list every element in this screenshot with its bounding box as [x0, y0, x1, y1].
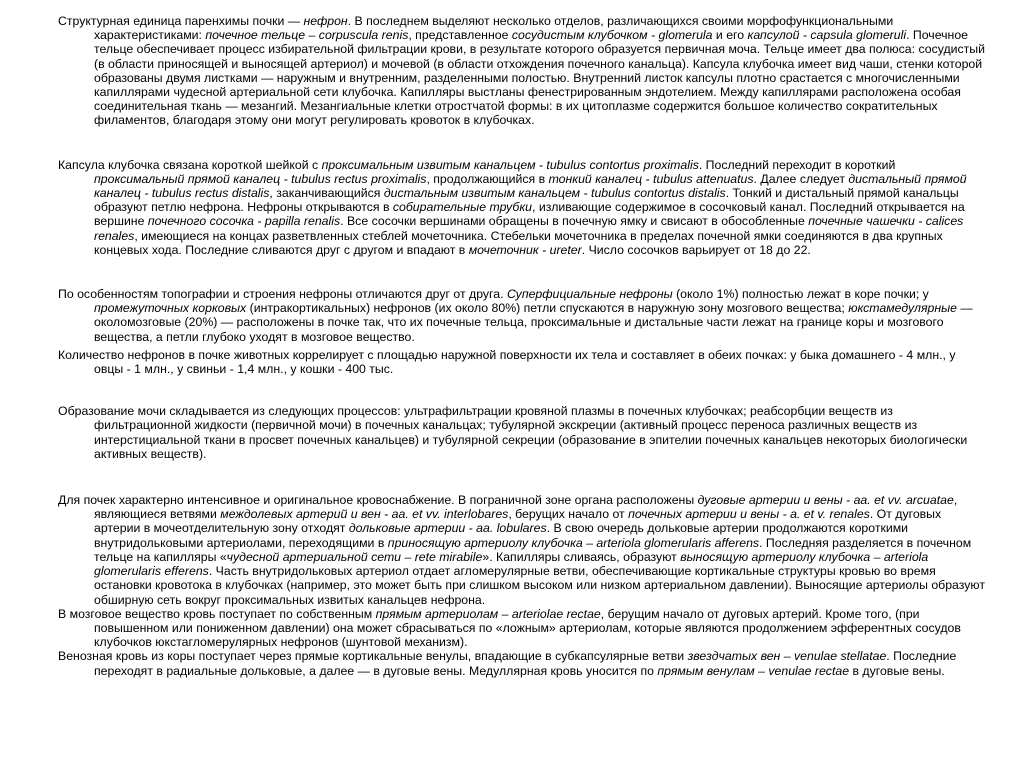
term-italic: междолевых артерий и вен - aa. et vv. interlobares: [220, 507, 509, 522]
paragraph-nephron-types: [58, 287, 986, 344]
text-run: и его: [712, 28, 748, 43]
paragraph-medulla-supply: [58, 607, 986, 650]
paragraph-blood-supply: [58, 493, 986, 607]
text-run: . Последние переходят в радиальные дольковые, а далее — в дуговые вены. Медуллярная кровь уносится по: [94, 649, 957, 678]
text-run: , имеющиеся на концах разветвленных стеблей мочеточника. Стебельки мочеточника в пределах почечной ямки соединяются в два крупных концевых хода. Последние сливаются друг с другом и впадают в: [94, 228, 943, 257]
text-run: ». Капилляры сливаясь, образуют: [482, 549, 681, 564]
term-italic: звездчатых вен – venulae stellatae: [687, 649, 887, 664]
text-run: Структурная единица паренхимы почки —: [58, 14, 304, 28]
term-italic: нефрон: [303, 14, 348, 28]
term-italic: почечные чашечки - calices renales: [94, 214, 964, 243]
text-run: , берущим начало от дуговых артерий. Кроме того, (при повышенном или пониженном давлении) она может сбрасываться по «ложным» артериолам, которые являются продолжением эфферентных сосудов клубочков юкстагломерулярных нефронов (шунтовой механизм).: [94, 606, 961, 650]
text-run: Количество нефронов в почке животных коррелирует с площадью наружной поверхности их тела и составляет в обеих почках: у быка домашнего - 4 млн., у овцы - 1 млн., у свиньи - 1,4 млн., у кошки - 400 тыс.: [58, 347, 956, 377]
term-italic: тонкий каналец - tubulus attenuatus: [548, 171, 754, 186]
text-run: . Число сосочков варьирует от 18 до 22.: [581, 242, 811, 257]
text-run: Венозная кровь из коры поступает через прямые кортикальные венулы, впадающие в субкапсулярные ветви: [58, 649, 688, 664]
term-italic: почечного сосочка - papilla renalis: [147, 214, 341, 229]
term-italic: промежуточных корковых: [94, 301, 247, 316]
term-italic: проксимальным извитым канальцем - tubulus contortus proximalis: [321, 157, 699, 172]
term-italic: дольковые артерии - aa. lobulares: [348, 521, 547, 536]
text-run: (около 1%) полностью лежат в коре почки; у: [672, 287, 929, 302]
term-italic: мочеточник - ureter: [468, 242, 582, 257]
text-run: . Почечное тельце обеспечивает процесс избирательной фильтрации крови, в результате которого образуется первичная моча. Тельце имеет два полюса: сосудистый (в области приносящей и выносящей артериол) и мочевой (в области отхождения почечного канальца). Капсула клубочка имеет вид чаши, стенки которой образованы двумя листками — наружным и внутренним, разделенными полостью. Внутренний листок капсулы плотно срастается с многочисленными капиллярами чудесной артериальной сети клубочка. Капилляры выстланы фенестрированным эндотелием. Между капиллярами расположена особая соединительная ткань — мезангий. Мезангиальные клетки отростчатой формы: в их цитоплазме содержится большое количество сократительных филаментов, благодаря этому они могут регулировать кровоток в клубочках.: [94, 28, 986, 128]
text-run: Для почек характерно интенсивное и оригинальное кровоснабжение. В пограничной зоне органа расположены: [58, 493, 698, 508]
paragraph-tubules: [58, 158, 986, 257]
text-run: Образование мочи складывается из следующих процессов: ультрафильтрации кровяной плазмы в почечных клубочках; реабсорбции веществ из фильтрационной жидкости (первичной мочи) в почечных канальцах; тубулярной экскреции (активный процесс переноса различных веществ из интерстициальной ткани в просвет почечных канальцев) и тубулярной секреции (образование в эпителии почечных канальцев некоторых биологически активных веществ).: [58, 404, 968, 461]
term-italic: Суперфициальные нефроны: [506, 287, 673, 302]
term-italic: собирательные трубки: [392, 200, 532, 215]
term-italic: приносящую артериолу клубочка – arteriola glomerularis afferens: [387, 535, 760, 550]
term-italic: юкстамедулярные: [848, 301, 958, 316]
term-italic: капсулой - capsula glomeruli: [747, 28, 907, 43]
text-run: Капсула клубочка связана короткой шейкой с: [58, 157, 322, 172]
text-run: в дуговые вены.: [849, 663, 945, 678]
text-run: , представленное: [408, 28, 512, 43]
text-run: , продолжающийся в: [426, 171, 549, 186]
term-italic: дуговые артерии и вены - aa. et vv. arcuatae: [697, 493, 954, 508]
text-run: . Последний переходит в короткий: [698, 157, 896, 172]
text-run: По особенностям топографии и строения нефроны отличаются друг от друга.: [58, 287, 507, 302]
text-run: . Далее следует: [753, 171, 849, 186]
text-run: , берущих начало от: [508, 507, 629, 522]
text-run: . Тонкий и дистальный прямой канальцы образуют петлю нефрона. Нефроны открываются в: [94, 186, 959, 215]
term-italic: дистальным извитым канальцем - tubulus contortus distalis: [383, 186, 726, 201]
term-italic: прямым артериолам – arteriolae rectae: [375, 606, 601, 621]
term-italic: проксимальный прямой каналец - tubulus rectus proximalis: [94, 171, 427, 186]
text-run: В мозговое вещество кровь поступает по собственным: [58, 606, 376, 621]
text-run: . Часть внутридольковых артериол отдает агломерулярные ветви, обеспечивающие кортикальные структуры кровью во время остановки кровотока в клубочках (например, это может быть при слишком высоком или низком артериальном давлении). Выносящие артериолы образуют обширную сеть вокруг проксимальных извитых канальцев нефрона.: [94, 564, 985, 607]
term-italic: сосудистым клубочком - glomerula: [511, 28, 713, 43]
text-run: — околомозговые (20%) — расположены в почке так, что их почечные тельца, проксимальные и дистальные части лежат на границе коры и мозгового вещества, а петли глубоко уходят в мозговое вещество.: [94, 301, 973, 344]
term-italic: прямым венулам – venulae rectae: [657, 663, 850, 678]
text-run: (интракортикальных) нефронов (их около 80%) петли спускаются в наружную зону мозгового вещества;: [246, 301, 849, 316]
paragraph-venous-outflow: [58, 649, 986, 677]
term-italic: выносящую артериолу клубочка – arteriola glomerularis efferens: [94, 549, 929, 579]
term-italic: дистальный прямой каналец - tubulus rectus distalis: [94, 171, 967, 201]
term-italic: почечное тельце – corpuscula renis: [205, 28, 409, 43]
paragraph-urine-formation: [58, 404, 986, 461]
paragraph-nephron-structure: [58, 14, 986, 128]
text-run: , являющиеся ветвями: [94, 493, 958, 522]
document-page: [58, 14, 986, 678]
text-run: . От дуговых артерии в мочеотделительную зону отходят: [94, 507, 942, 536]
text-run: . В свою очередь дольковые артерии продолжаются короткими внутридольковыми артериолами, переходящими в: [94, 521, 909, 550]
text-run: . Последняя разделяется в почечном тельце на капилляры «: [94, 535, 972, 564]
text-run: , заканчивающийся: [269, 186, 384, 201]
text-run: . В последнем выделяют несколько отделов, различающихся своими морфофункциональными характеристиками:: [94, 14, 894, 43]
paragraph-nephron-count: [58, 348, 986, 376]
text-run: , изливающие содержимое в сосочковый канал. Последний открывается на вершине: [94, 200, 965, 229]
term-italic: почечных артерии и вены - a. et v. renales: [628, 507, 870, 522]
term-italic: чудесной артериальной сети – rete mirabile: [226, 549, 483, 564]
text-run: . Все сосочки вершинами обращены в почечную ямку и свисают в обособленные: [340, 214, 809, 229]
